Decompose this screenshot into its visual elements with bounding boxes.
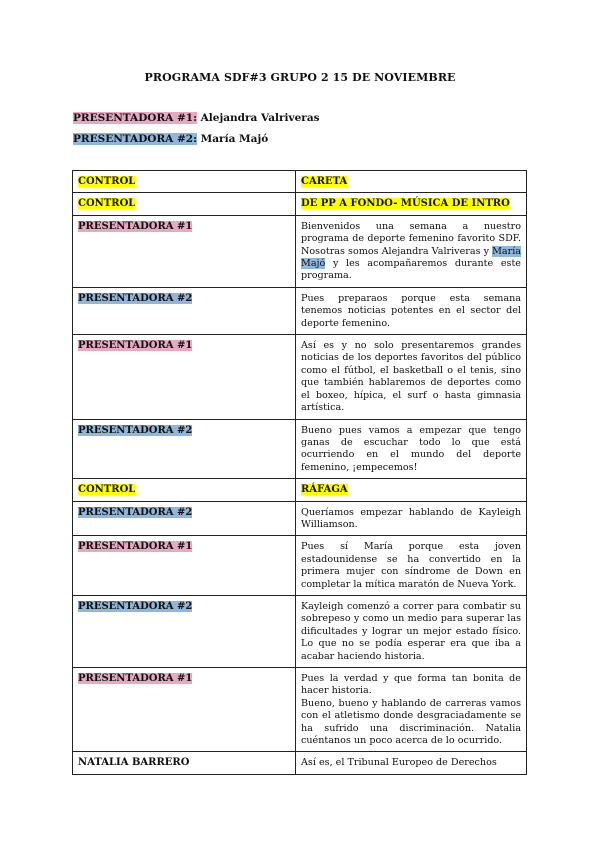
speaker-cell [73, 171, 296, 193]
line-cell: Bueno pues vamos a empezar que tengo ganas de escuchar todo lo que está ocurriendo en el mundo del deporte femenino, ¡empecemos! [296, 419, 527, 479]
speaker-cell [73, 419, 296, 479]
presenter-1-role: PRESENTADORA #1: [73, 112, 197, 124]
cue-text: CARETA [301, 176, 348, 187]
table-row [73, 171, 527, 193]
table-row [73, 479, 527, 501]
speaker-cell [73, 193, 296, 215]
speaker-label: NATALIA BARRERO [78, 757, 190, 769]
line-cell [296, 479, 527, 501]
speaker-cell [73, 752, 296, 774]
highlighted-name: María Majó [301, 245, 521, 270]
speaker-cell [73, 536, 296, 596]
table-row [73, 287, 527, 334]
speaker-label: PRESENTADORA #2 [78, 600, 193, 612]
speaker-cell [73, 287, 296, 334]
speaker-cell [73, 668, 296, 752]
table-row [73, 501, 527, 536]
table-row [73, 752, 527, 774]
presenter-2-line [73, 133, 268, 145]
speaker-label: CONTROL [78, 176, 136, 187]
speaker-label: CONTROL [78, 198, 136, 210]
speaker-label: PRESENTADORA #1 [78, 541, 193, 553]
speaker-label: PRESENTADORA #2 [78, 292, 193, 304]
presenter-2-name: María Majó [200, 133, 269, 145]
presenter-2-role: PRESENTADORA #2: [73, 133, 197, 145]
line-cell: Así es, el Tribunal Europeo de Derechos [296, 752, 527, 774]
speaker-cell [73, 335, 296, 419]
speaker-cell [73, 501, 296, 536]
line-paragraph: Pues la verdad y que forma tan bonita de hacer historia. [301, 673, 521, 697]
line-cell: Kayleigh comenzó a correr para combatir su sobrepeso y como un medio para superar las dificultades y lograr un mejor estado físico. Lo que no se podía esperar era que iba a acabar haciendo historia. [296, 595, 527, 667]
table-row [73, 595, 527, 667]
line-cell [296, 193, 527, 215]
cue-text: RÁFAGA [301, 484, 348, 496]
document-title: PROGRAMA SDF#3 GRUPO 2 15 DE NOVIEMBRE [144, 71, 456, 84]
cue-text: DE PP A FONDO- MÚSICA DE INTRO [301, 198, 510, 210]
line-paragraph: Bueno, bueno y hablando de carreras vamos con el atletismo donde desgraciadamente se ha sufrido una discriminación. Natalia cuéntanos un poco acerca de lo ocurrido. [301, 697, 521, 747]
table-row [73, 193, 527, 215]
line-text: Bienvenidos una semana a nuestro programa de deporte femenino favorito SDF. Nosotras somos Alejandra Valriveras y [301, 220, 521, 257]
speaker-cell [73, 215, 296, 287]
line-cell: Pues preparaos porque esta semana tenemos noticias potentes en el sector del deporte femenino. [296, 287, 527, 334]
speaker-label: PRESENTADORA #2 [78, 506, 193, 518]
speaker-label: PRESENTADORA #1 [78, 340, 193, 352]
table-row [73, 335, 527, 419]
table-row [73, 419, 527, 479]
line-text: y les acompañaremos durante este programa. [301, 258, 521, 282]
line-cell: Queríamos empezar hablando de Kayleigh Williamson. [296, 501, 527, 536]
line-cell [296, 215, 527, 287]
line-cell [296, 171, 527, 193]
table-row [73, 215, 527, 287]
speaker-label: PRESENTADORA #1 [78, 673, 193, 684]
speaker-cell [73, 479, 296, 501]
line-cell [296, 668, 527, 752]
line-cell: Pues sí María porque esta joven estadounidense se ha convertido en la primera mujer con síndrome de Down en completar la mítica maratón de Nueva York. [296, 536, 527, 596]
speaker-label: CONTROL [78, 484, 136, 496]
speaker-label: PRESENTADORA #1 [78, 220, 193, 232]
table-row [73, 668, 527, 752]
line-cell: Así es y no solo presentaremos grandes noticias de los deportes favoritos del público como el fútbol, el basketball o el tenis, sino que también hablaremos de deportes como el boxeo, hípica, el surf o hasta gimnasia artística. [296, 335, 527, 419]
table-row [73, 536, 527, 596]
speaker-cell [73, 595, 296, 667]
presenter-1-line [73, 112, 320, 124]
presenter-1-name: Alejandra Valriveras [200, 112, 320, 124]
speaker-label: PRESENTADORA #2 [78, 424, 193, 436]
script-table [72, 170, 527, 775]
